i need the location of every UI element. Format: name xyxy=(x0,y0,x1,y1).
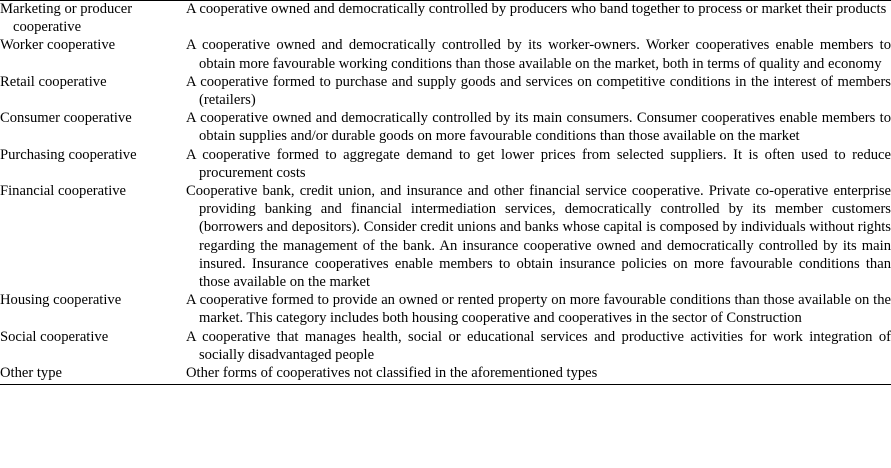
cooperative-type-cell xyxy=(0,146,186,182)
cooperative-type-cell xyxy=(0,182,186,291)
bottom-rule xyxy=(0,384,891,385)
cooperative-type-cell xyxy=(0,291,186,327)
definition-cell xyxy=(186,109,891,145)
cooperative-type: Retail cooperative xyxy=(0,73,107,90)
table-row xyxy=(0,364,891,382)
table-row xyxy=(0,0,891,36)
cooperative-type: Housing cooperative xyxy=(0,292,122,309)
cooperative-definition: Other forms of cooperatives not classified in the aforementioned types xyxy=(186,365,598,382)
cooperative-type: Financial cooperative xyxy=(0,183,127,200)
cooperative-type-cell xyxy=(0,109,186,145)
definition-cell xyxy=(186,328,891,364)
cooperative-type: Worker cooperative xyxy=(0,37,116,54)
table-row xyxy=(0,36,891,72)
cooperative-definition: A cooperative formed to aggregate demand to get lower prices from selected suppliers. It is often used to reduce procurement costs xyxy=(186,146,891,181)
cooperative-type-cell xyxy=(0,0,186,36)
definition-cell xyxy=(186,182,891,291)
cooperative-type: Purchasing cooperative xyxy=(0,146,137,163)
cooperative-definition: A cooperative owned and democratically controlled by producers who band together to process or market their products xyxy=(186,1,887,17)
cooperative-definition: A cooperative formed to provide an owned or rented property on more favourable conditions than those available on the market. This category includes both housing cooperative and cooperatives in the sector of Construction xyxy=(186,292,891,327)
cooperative-type-cell xyxy=(0,364,186,382)
cooperative-type: Social cooperative xyxy=(0,328,109,345)
cooperative-definition: A cooperative owned and democratically controlled by its worker-owners. Worker cooperatives enable members to obtain more favourable working conditions than those available on the market, both in terms of quality and economy xyxy=(186,37,891,72)
definition-cell xyxy=(186,36,891,72)
cooperative-definition: A cooperative formed to purchase and supply goods and services on competitive conditions in the interest of members (retailers) xyxy=(186,73,891,109)
cooperative-type: Consumer cooperative xyxy=(0,110,132,127)
table-row xyxy=(0,291,891,327)
definition-cell xyxy=(186,0,891,36)
table-row xyxy=(0,146,891,182)
definition-cell xyxy=(186,364,891,382)
definition-cell xyxy=(186,291,891,327)
definition-cell xyxy=(186,73,891,109)
cooperative-type-cell xyxy=(0,328,186,364)
table-row xyxy=(0,109,891,145)
table-row xyxy=(0,328,891,364)
cooperative-definition: A cooperative owned and democratically controlled by its main consumers. Consumer cooperatives enable members to obtain supplies and/or durable goods on more favourable conditions than those available on the market xyxy=(186,110,891,145)
cooperative-type-cell xyxy=(0,36,186,72)
cooperative-type-cell xyxy=(0,73,186,109)
table-row xyxy=(0,73,891,109)
cooperative-type: Marketing or producer cooperative xyxy=(0,1,133,36)
cooperative-definition: A cooperative that manages health, social or educational services and productive activities for work integration of socially disadvantaged people xyxy=(186,328,891,363)
cooperative-definition: Cooperative bank, credit union, and insurance and other financial service cooperative. Private co-operative enterprise providing banking and financial intermediation services, democratically controlled by its member customers (borrowers and depositors). Consider credit unions and banks whose capital is composed by individuals without rights regarding the management of the bank. An insurance cooperative owned and democratically controlled by its main insured. Insurance cooperatives enable members to obtain insurance policies on more favourable conditions than those available on the market xyxy=(186,183,891,291)
definition-cell xyxy=(186,146,891,182)
table-row xyxy=(0,182,891,291)
cooperative-type: Other type xyxy=(0,365,63,382)
